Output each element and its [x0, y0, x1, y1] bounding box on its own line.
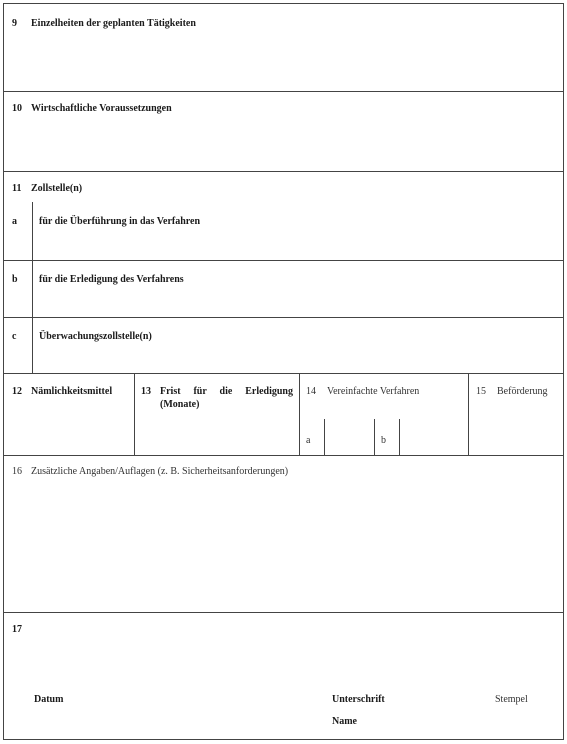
section-16-title: Zusätzliche Angaben/Auflagen (z. B. Sicherheitsanforderungen) [31, 466, 289, 477]
section-14a-label: a [306, 435, 311, 446]
divider [4, 612, 563, 613]
section-10-number: 10 [12, 103, 22, 114]
section-16-number: 16 [12, 466, 22, 477]
section-15-title: Beförderung [497, 386, 548, 397]
divider [4, 373, 563, 374]
subfield-divider [399, 419, 400, 455]
divider [4, 171, 563, 172]
section-12-title: Nämlichkeitsmittel [31, 386, 113, 397]
subfield-divider [324, 419, 325, 455]
section-11b-label: für die Erledigung des Verfahrens [39, 274, 184, 285]
subsection-divider [32, 202, 33, 373]
section-11c-letter: c [12, 331, 17, 342]
section-14b-label: b [381, 435, 386, 446]
column-divider [299, 373, 300, 455]
section-11c-label: Überwachungszollstelle(n) [39, 331, 152, 342]
signature-label: Unterschrift [332, 694, 385, 705]
section-9-title: Einzelheiten der geplanten Tätigkeiten [31, 18, 196, 29]
divider [4, 455, 563, 456]
date-label: Datum [34, 694, 64, 705]
stamp-label: Stempel [495, 694, 528, 705]
section-13-title: Frist für die Erledigung [160, 386, 293, 397]
section-10-title: Wirtschaftliche Voraussetzungen [31, 103, 172, 114]
column-divider [134, 373, 135, 455]
section-14-number: 14 [306, 386, 316, 397]
divider [4, 260, 563, 261]
customs-form [3, 3, 564, 740]
column-divider [468, 373, 469, 455]
section-11-title: Zollstelle(n) [31, 183, 83, 194]
section-12-number: 12 [12, 386, 22, 397]
section-15-number: 15 [476, 386, 486, 397]
name-label: Name [332, 716, 357, 727]
section-17-number: 17 [12, 624, 22, 635]
section-11a-label: für die Überführung in das Verfahren [39, 216, 201, 227]
divider [4, 317, 563, 318]
section-11-number: 11 [12, 183, 22, 194]
section-13-unit: (Monate) [160, 399, 200, 410]
section-9-number: 9 [12, 18, 17, 29]
subfield-divider [374, 419, 375, 455]
section-13-number: 13 [141, 386, 151, 397]
section-11b-letter: b [12, 274, 18, 285]
section-14-title: Vereinfachte Verfahren [327, 386, 420, 397]
section-11a-letter: a [12, 216, 17, 227]
divider [4, 91, 563, 92]
